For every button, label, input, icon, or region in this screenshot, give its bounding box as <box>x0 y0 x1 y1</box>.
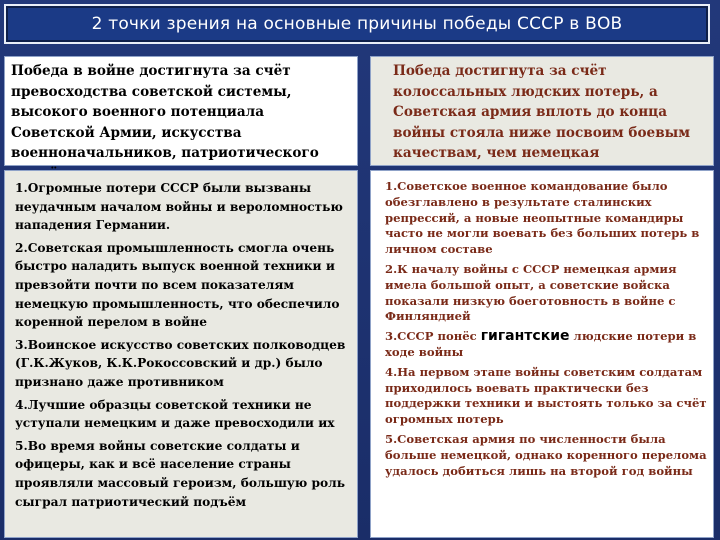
left-argument-3: 3.Воинское искусство советских полководцев (Г.К.Жуков, К.К.Рокоссовский и др.) было признано даже противником <box>15 337 346 389</box>
right-arguments-panel <box>370 170 714 538</box>
title-bar <box>4 4 710 44</box>
left-argument-4: 4.Лучшие образцы советской техники не уступали немецким и даже превосходили их <box>15 397 335 431</box>
right-argument-2: 2.К началу войны с СССР немецкая армия имела большой опыт, а советские войска показали низкую боеготовность в войне с Финляндией <box>385 261 677 324</box>
right-argument-4: 4.На первом этапе войны советским солдатам приходилось воевать практически без поддержки техники и выстоять только за счёт огромных потерь <box>385 364 707 427</box>
right-argument-5: 5.Советская армия по численности была больше немецкой, однако коренного перелома удалось добиться лишь на второй год войны <box>385 431 707 478</box>
left-argument-2: 2.Советская промышленность смогла очень быстро наладить выпуск военной техники и превзойти почти по всем показателям немецкую промышленность, что обеспечило коренной перелом в войне <box>15 240 340 330</box>
left-viewpoint-header: Победа в войне достигнута за счёт превосходства советской системы, высокого военного потенциала Советской Армии, искусства военноначальников, патриотического <box>4 56 358 166</box>
slide-title: 2 точки зрения на основные причины победы СССР в ВОВ <box>91 14 623 34</box>
right-argument-3-highlight: гигантские <box>480 328 570 345</box>
left-arguments-panel <box>4 170 358 538</box>
right-argument-1: 1.Советское военное командование было обезглавлено в результате сталинских репрессий, а новые неопытные командиры часто не могли воевать без больших потерь в личном составе <box>385 179 700 257</box>
right-viewpoint-header: Победа достигнута за счёт колоссальных людских потерь, а Советская армия вплоть до конца войны стояла ниже посвоим боевым качествам, чем немецкая <box>370 56 714 166</box>
right-argument-3 <box>385 329 707 361</box>
left-argument-5: 5.Во время войны советские солдаты и офицеры, как и всё население страны проявляли массовый героизм, большую роль сыграл патриотический подъём <box>15 438 345 509</box>
right-argument-3-prefix: 3.СССР понёс <box>385 329 481 344</box>
left-argument-1: 1.Огромные потери СССР были вызваны неудачным началом войны и вероломностью нападения Германии. <box>15 181 343 233</box>
right-argument-3-suffix: людские потери в ходе войны <box>385 329 697 359</box>
